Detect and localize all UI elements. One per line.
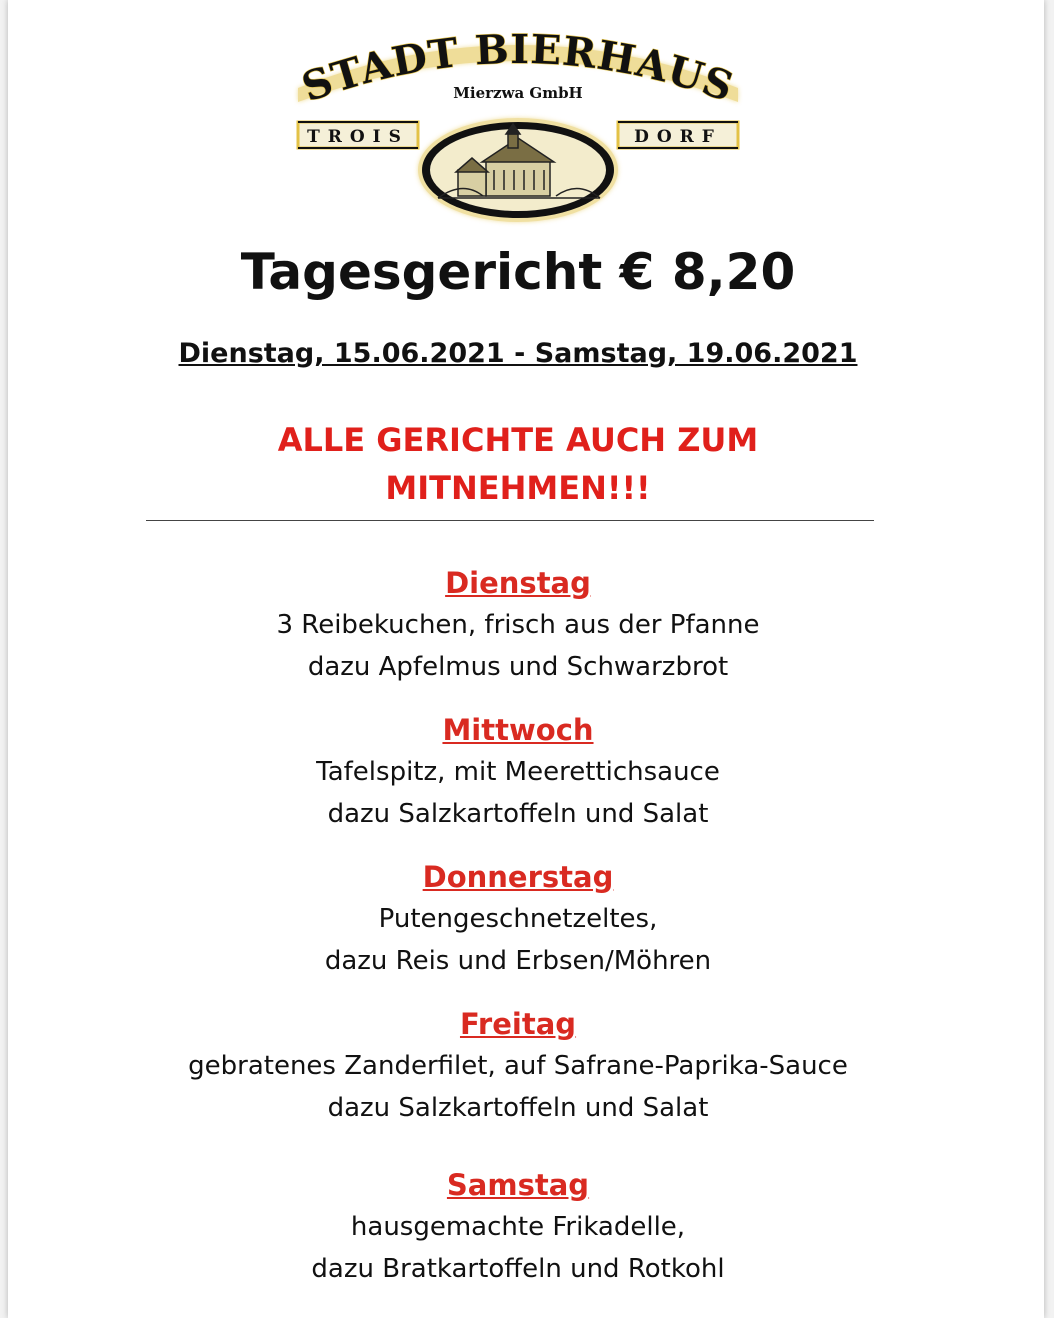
dish-line-2: dazu Apfelmus und Schwarzbrot [307, 652, 729, 682]
day-name: Samstag [446, 1168, 590, 1202]
stadt-bierhaus-logo [288, 30, 748, 230]
notice-line-1: ALLE GERICHTE AUCH ZUM [277, 421, 759, 459]
divider [146, 520, 874, 521]
dish-line-1: 3 Reibekuchen, frisch aus der Pfanne [276, 610, 760, 640]
dish-line-2: dazu Reis und Erbsen/Möhren [324, 946, 712, 976]
dish-line-2: dazu Salzkartoffeln und Salat [327, 1093, 709, 1123]
dish-line-1: hausgemachte Frikadelle, [350, 1212, 686, 1242]
takeaway-notice [8, 416, 1028, 512]
page-title: Tagesgericht € 8,20 [240, 243, 796, 301]
dish-line-2: dazu Salzkartoffeln und Salat [327, 799, 709, 829]
day-name: Donnerstag [422, 860, 614, 894]
menu-page [8, 0, 1044, 1318]
day-block-donnerstag [8, 856, 1028, 982]
day-block-samstag [8, 1164, 1028, 1290]
notice-line-2: MITNEHMEN!!! [385, 469, 651, 507]
dish-line-2: dazu Bratkartoffeln und Rotkohl [311, 1254, 725, 1284]
dish-line-1: Tafelspitz, mit Meerettichsauce [316, 757, 720, 787]
dish-line-1: Putengeschnetzeltes, [378, 904, 658, 934]
logo-name: STADT BIERHAUS [296, 30, 740, 112]
date-range: Dienstag, 15.06.2021 - Samstag, 19.06.2021 [178, 338, 858, 369]
logo-company: Mierzwa GmbH [453, 84, 583, 102]
day-name: Mittwoch [442, 713, 594, 747]
dish-line-1: gebratenes Zanderfilet, auf Safrane-Paprika-Sauce [188, 1051, 848, 1081]
logo-city-left: TROIS [307, 127, 409, 147]
logo-city-right: DORF [634, 127, 722, 147]
day-block-mittwoch [8, 709, 1028, 835]
day-block-freitag [8, 1003, 1028, 1129]
day-block-dienstag [8, 562, 1028, 688]
day-name: Dienstag [445, 566, 591, 600]
day-name: Freitag [459, 1007, 577, 1041]
